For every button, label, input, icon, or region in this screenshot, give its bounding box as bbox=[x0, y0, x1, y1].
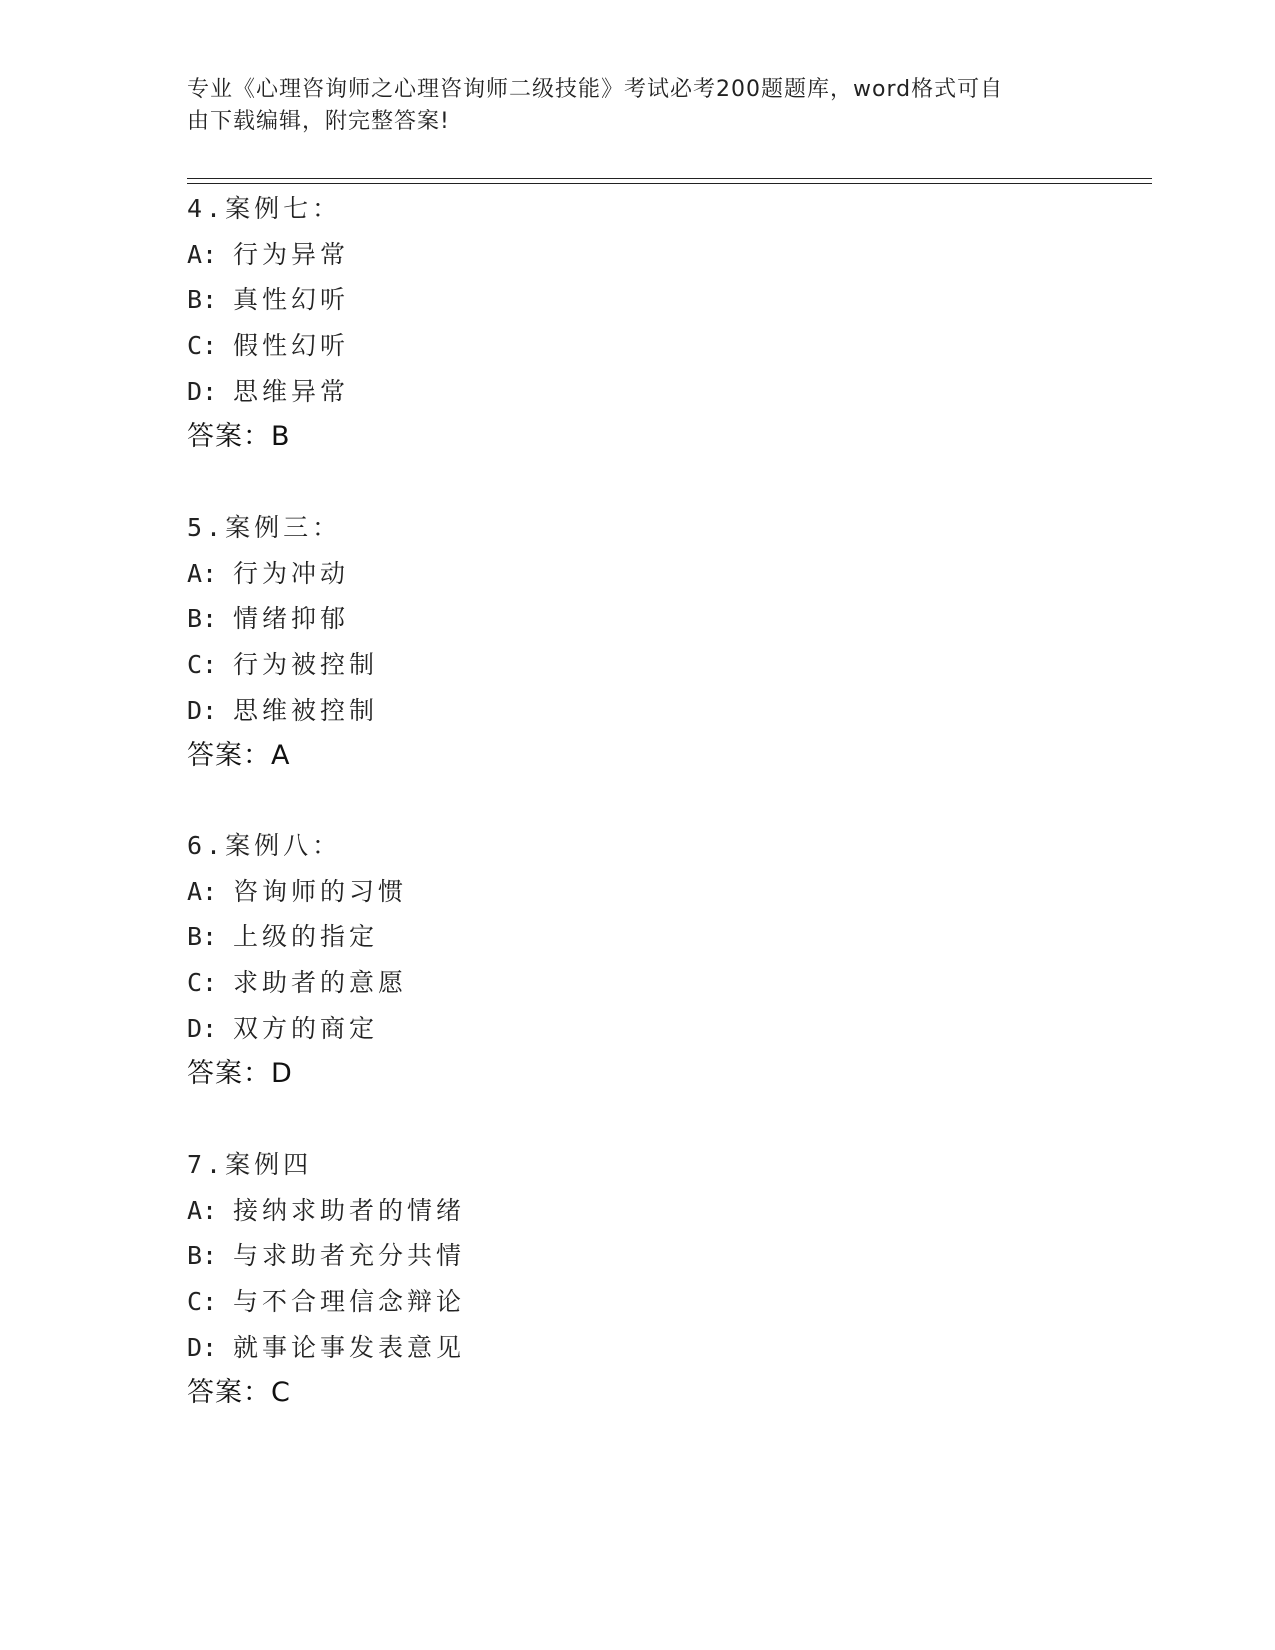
option-c bbox=[187, 1279, 1087, 1325]
option-a bbox=[187, 551, 1087, 597]
option-text: 与不合理信念辩论 bbox=[233, 1287, 466, 1317]
option-b bbox=[187, 914, 1087, 960]
option-letter: A: bbox=[187, 876, 218, 906]
header-line-2: 由下载编辑，附完整答案! bbox=[187, 109, 450, 134]
option-letter: B: bbox=[187, 285, 218, 315]
question-block bbox=[187, 186, 1087, 460]
option-text: 行为被控制 bbox=[233, 650, 379, 680]
option-text: 双方的商定 bbox=[233, 1013, 379, 1043]
option-letter: A: bbox=[187, 558, 218, 588]
option-d bbox=[187, 369, 1087, 415]
option-text: 与求助者充分共情 bbox=[233, 1241, 466, 1271]
header-divider-top bbox=[187, 178, 1152, 179]
question-block bbox=[187, 823, 1087, 1097]
answer-line: 答案：A bbox=[187, 740, 291, 772]
option-letter: D: bbox=[187, 376, 218, 406]
option-a bbox=[187, 869, 1087, 915]
question-block bbox=[187, 505, 1087, 779]
header-divider-bottom bbox=[187, 183, 1152, 184]
option-text: 接纳求助者的情绪 bbox=[233, 1195, 466, 1225]
option-text: 咨询师的习惯 bbox=[233, 876, 408, 906]
option-letter: C: bbox=[187, 650, 218, 680]
question-title: 5.案例三： bbox=[187, 513, 342, 542]
option-letter: A: bbox=[187, 239, 218, 269]
option-letter: B: bbox=[187, 1241, 218, 1271]
document-header bbox=[187, 74, 1067, 138]
option-text: 上级的指定 bbox=[233, 922, 379, 952]
option-letter: B: bbox=[187, 604, 218, 634]
option-d bbox=[187, 1006, 1087, 1052]
answer-line: 答案：C bbox=[187, 1377, 291, 1409]
option-text: 行为冲动 bbox=[233, 558, 350, 588]
question-title: 4.案例七： bbox=[187, 194, 342, 223]
option-d bbox=[187, 1325, 1087, 1371]
option-text: 假性幻听 bbox=[233, 331, 350, 361]
question-block bbox=[187, 1142, 1087, 1416]
option-letter: B: bbox=[187, 922, 218, 952]
option-letter: C: bbox=[187, 968, 218, 998]
option-text: 就事论事发表意见 bbox=[233, 1332, 466, 1362]
option-text: 行为异常 bbox=[233, 239, 350, 269]
option-b bbox=[187, 1233, 1087, 1279]
option-text: 思维异常 bbox=[233, 376, 350, 406]
option-letter: D: bbox=[187, 695, 218, 725]
option-c bbox=[187, 960, 1087, 1006]
answer-line: 答案：D bbox=[187, 1058, 293, 1090]
option-text: 思维被控制 bbox=[233, 695, 379, 725]
option-letter: D: bbox=[187, 1013, 218, 1043]
option-letter: D: bbox=[187, 1332, 218, 1362]
option-letter: C: bbox=[187, 1287, 218, 1317]
option-c bbox=[187, 323, 1087, 369]
option-d bbox=[187, 688, 1087, 734]
option-letter: C: bbox=[187, 331, 218, 361]
option-b bbox=[187, 596, 1087, 642]
question-title: 7.案例四 bbox=[187, 1150, 313, 1179]
option-text: 求助者的意愿 bbox=[233, 968, 408, 998]
header-line-1: 专业《心理咨询师之心理咨询师二级技能》考试必考200题题库，word格式可自 bbox=[187, 77, 1004, 102]
option-text: 真性幻听 bbox=[233, 285, 350, 315]
answer-line: 答案：B bbox=[187, 421, 291, 453]
question-title: 6.案例八： bbox=[187, 831, 342, 860]
option-letter: A: bbox=[187, 1195, 218, 1225]
option-b bbox=[187, 277, 1087, 323]
option-c bbox=[187, 642, 1087, 688]
option-a bbox=[187, 232, 1087, 278]
option-text: 情绪抑郁 bbox=[233, 604, 350, 634]
option-a bbox=[187, 1188, 1087, 1234]
